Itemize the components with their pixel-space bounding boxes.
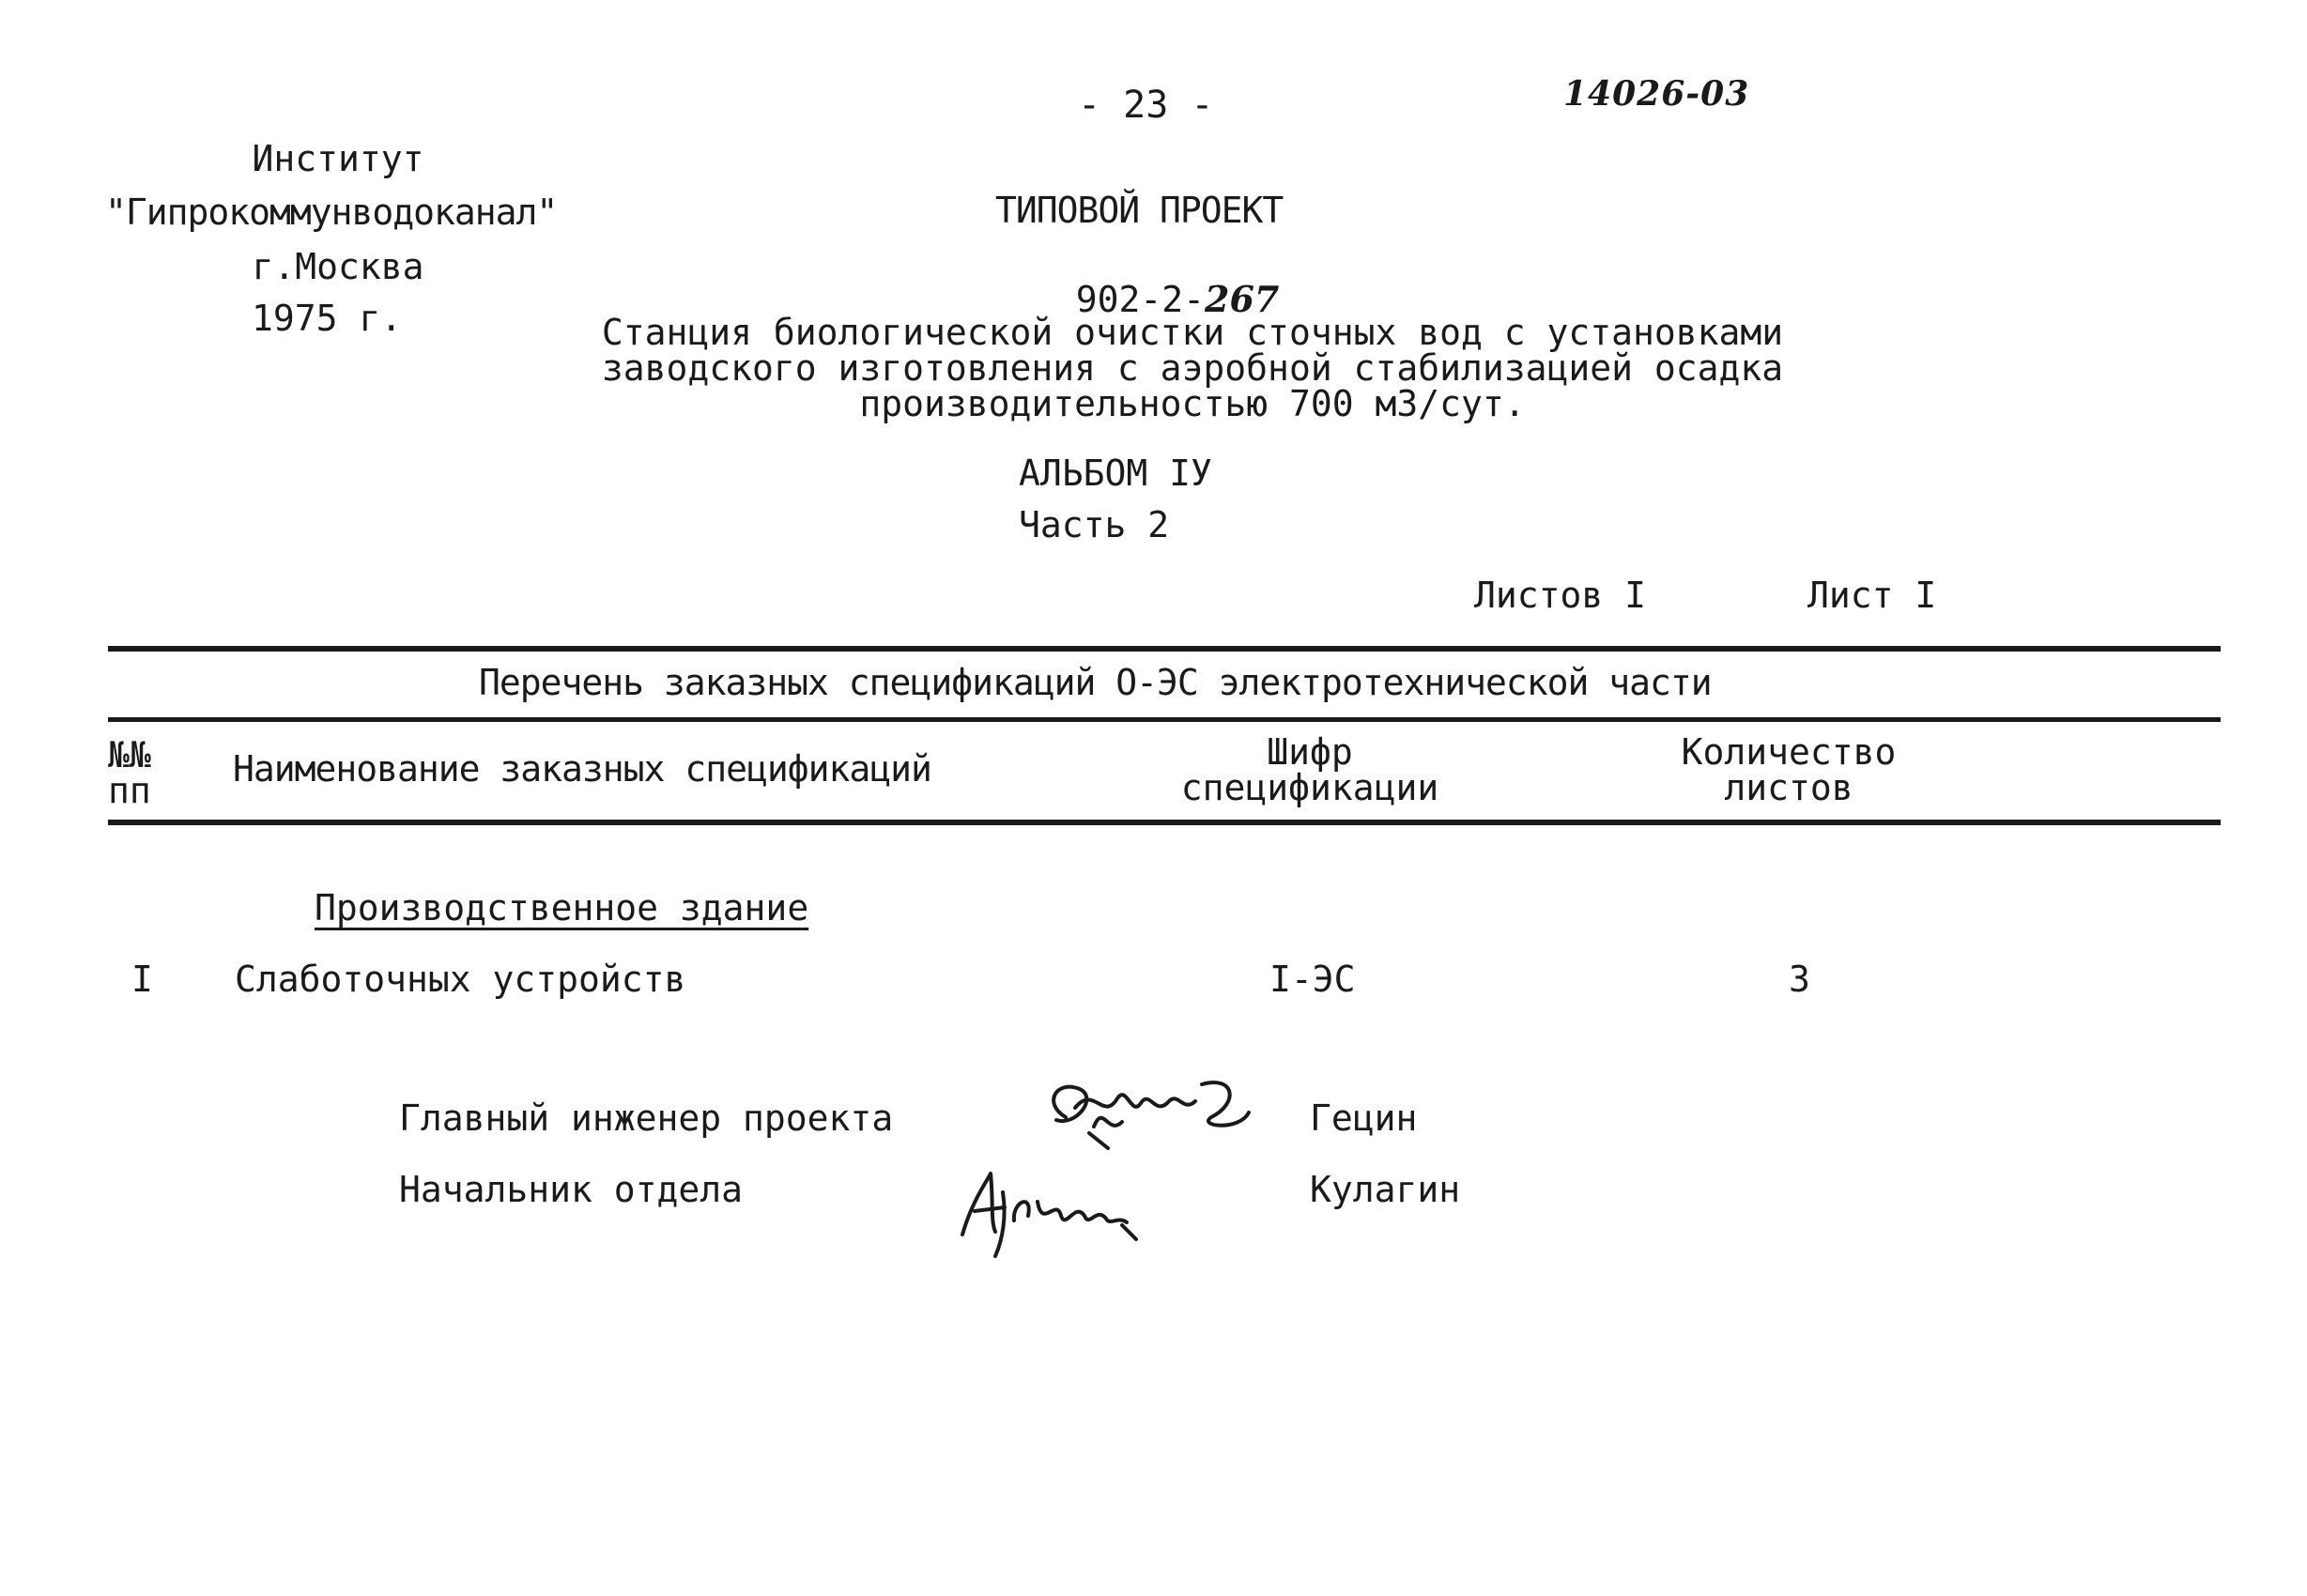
institute-city: г.Москва bbox=[252, 246, 424, 287]
signature-role-chief-engineer: Главный инженер проекта bbox=[399, 1097, 894, 1139]
table-caption: Перечень заказных спецификаций О-ЭС электротехнической части bbox=[479, 662, 1712, 703]
table-header-rule bbox=[108, 820, 2221, 825]
project-number-handwritten: 267 bbox=[1205, 278, 1280, 320]
description-line3: производительностью 700 м3/сут. bbox=[859, 383, 1526, 424]
table-row-num: I bbox=[131, 959, 153, 1000]
table-top-rule bbox=[108, 646, 2221, 652]
page-number: - 23 - bbox=[1078, 84, 1214, 127]
signature-name-department-head: Кулагин bbox=[1310, 1169, 1461, 1210]
table-row-name: Слаботочных устройств bbox=[235, 959, 686, 1000]
description-line2: заводского изготовления с аэробной стабилизацией осадка bbox=[601, 347, 1784, 389]
signature-name-chief-engineer: Гецин bbox=[1310, 1097, 1418, 1139]
header-num-line2: пп bbox=[108, 770, 151, 811]
sheet-current: Лист I bbox=[1807, 575, 1937, 616]
institute-year: 1975 г. bbox=[252, 298, 403, 339]
table-section-title: Производственное здание bbox=[315, 887, 809, 928]
description-line1: Станция биологической очистки сточных вод с установками bbox=[601, 312, 1784, 353]
header-qty-line2: листов bbox=[1724, 767, 1853, 808]
table-caption-rule bbox=[108, 717, 2221, 722]
project-label: ТИПОВОЙ ПРОЕКТ bbox=[995, 190, 1284, 231]
institute-line1: Институт bbox=[252, 138, 424, 179]
project-number bbox=[1033, 246, 1280, 320]
signature-department-head bbox=[948, 1164, 1146, 1258]
institute-line2: "Гипрокоммунводоканал" bbox=[105, 192, 558, 233]
header-num-line1: №№ bbox=[108, 734, 151, 775]
header-name: Наименование заказных спецификаций bbox=[233, 748, 931, 790]
project-number-printed: 902-2- bbox=[1075, 279, 1206, 320]
album-part: Часть 2 bbox=[1019, 504, 1170, 545]
document-code: 14026-03 bbox=[1563, 74, 1750, 114]
header-qty-line1: Количество bbox=[1681, 731, 1897, 773]
sheets-total: Листов I bbox=[1474, 575, 1647, 616]
table-row-qty: 3 bbox=[1789, 959, 1810, 1000]
header-code-line2: спецификации bbox=[1180, 767, 1439, 808]
signature-role-department-head: Начальник отдела bbox=[399, 1169, 744, 1210]
header-code-line1: Шифр bbox=[1267, 731, 1353, 773]
signature-chief-engineer bbox=[1038, 1066, 1253, 1150]
album-title: АЛЬБОМ IУ bbox=[1019, 453, 1212, 494]
table-row-code: I-ЭС bbox=[1269, 959, 1356, 1000]
